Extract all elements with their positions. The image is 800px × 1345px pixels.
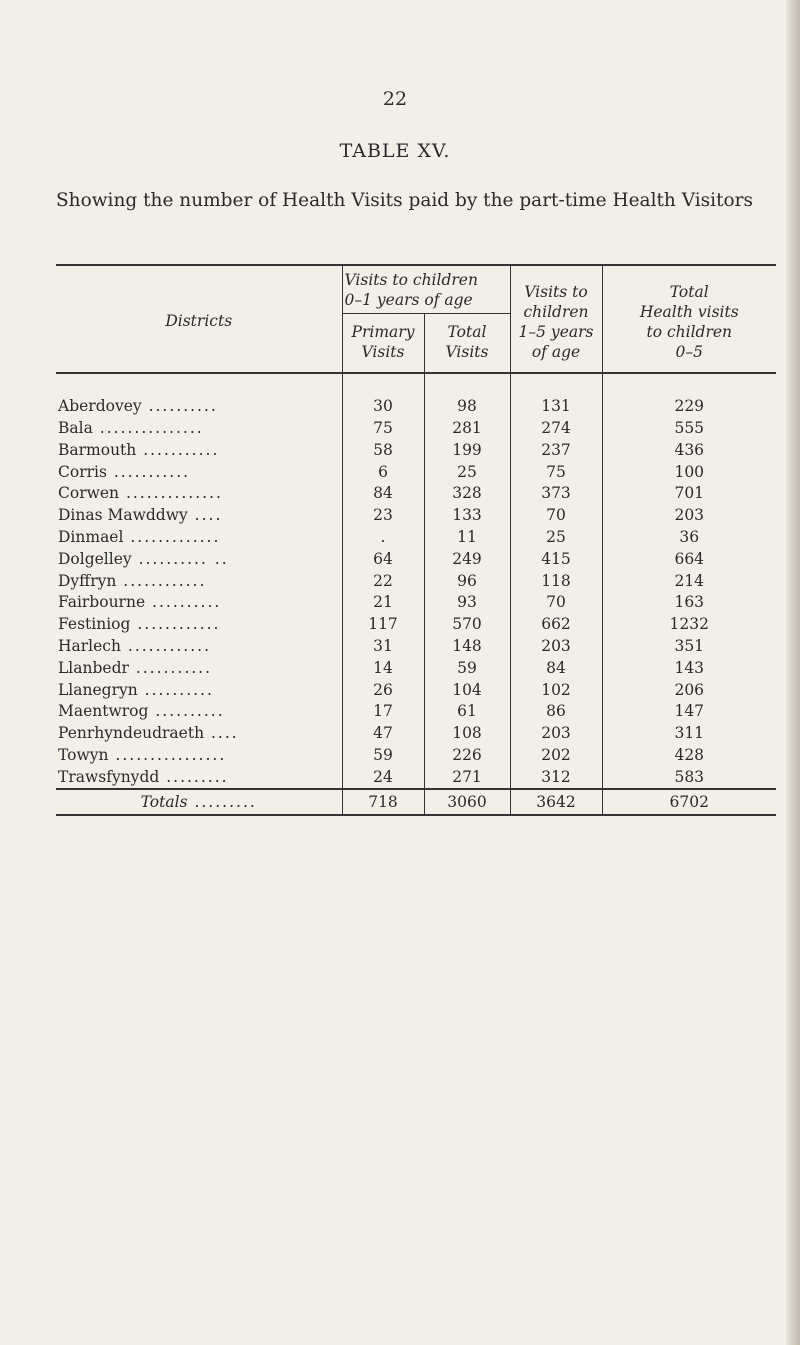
- header-v15-line1: Visits to: [524, 282, 588, 301]
- table-row: [56, 636, 776, 658]
- header-total-visits: [424, 314, 510, 374]
- district-name: [56, 679, 342, 701]
- table-row: [56, 570, 776, 592]
- table-row: [56, 614, 776, 636]
- district-label: Corris: [58, 462, 107, 481]
- district-label: Corwen: [58, 484, 120, 503]
- visits-1-5: 70: [510, 505, 602, 527]
- leader-dots: ..........: [137, 680, 214, 699]
- header-v15-line2: children: [523, 302, 589, 321]
- totals-total: 3060: [424, 789, 510, 815]
- primary-visits: 26: [342, 679, 424, 701]
- total-0-5: 147: [602, 701, 776, 723]
- totals-visits-1-5: 3642: [510, 789, 602, 815]
- total-0-5: 583: [602, 766, 776, 789]
- primary-visits: 64: [342, 548, 424, 570]
- header-group-0-1: [342, 265, 510, 314]
- district-name: [56, 745, 342, 767]
- total-0-5: 214: [602, 570, 776, 592]
- district-label: Dolgelley: [58, 549, 132, 568]
- district-name: [56, 614, 342, 636]
- total-0-5: 351: [602, 636, 776, 658]
- table-row: [56, 461, 776, 483]
- table-row: [56, 396, 776, 418]
- district-name: [56, 505, 342, 527]
- visits-1-5: 118: [510, 570, 602, 592]
- table-row: [56, 766, 776, 789]
- district-name: [56, 701, 342, 723]
- total-visits: 249: [424, 548, 510, 570]
- district-label: Llanbedr: [58, 658, 129, 677]
- visits-1-5: 237: [510, 439, 602, 461]
- primary-visits: 47: [342, 723, 424, 745]
- total-visits: 93: [424, 592, 510, 614]
- table-row: [56, 527, 776, 549]
- district-label: Barmouth: [58, 440, 137, 459]
- leader-dots: ............: [120, 636, 212, 655]
- primary-visits: 59: [342, 745, 424, 767]
- district-label: Dinas Mawddwy: [58, 506, 188, 525]
- leader-dots: ....: [187, 506, 223, 525]
- district-name: [56, 418, 342, 440]
- visits-1-5: 202: [510, 745, 602, 767]
- leader-dots: ..............: [119, 484, 223, 503]
- district-label: Dyffryn: [58, 571, 117, 590]
- leader-dots: ...........: [106, 462, 191, 481]
- primary-visits: 117: [342, 614, 424, 636]
- totals-total-0-5: 6702: [602, 789, 776, 815]
- header-districts-label: Districts: [165, 311, 233, 330]
- header-total-line2: Visits: [445, 343, 489, 361]
- leader-dots: ............: [130, 615, 221, 634]
- header-v15-line4: of age: [531, 342, 581, 361]
- total-visits: 59: [424, 657, 510, 679]
- header-tot-line3: to children: [646, 322, 733, 341]
- district-name: [56, 636, 342, 658]
- header-tot-line4: 0–5: [675, 342, 703, 361]
- total-visits: 61: [424, 701, 510, 723]
- total-visits: 328: [424, 483, 510, 505]
- total-visits: 226: [424, 745, 510, 767]
- visits-1-5: 203: [510, 636, 602, 658]
- visits-1-5: 662: [510, 614, 602, 636]
- header-total-0-5: [602, 265, 776, 373]
- primary-visits: 22: [342, 570, 424, 592]
- total-0-5: 100: [602, 461, 776, 483]
- totals-primary: 718: [342, 789, 424, 815]
- header-v15-line3: 1–5 years: [518, 322, 594, 341]
- total-0-5: 664: [602, 548, 776, 570]
- district-label: Trawsfynydd: [58, 767, 160, 786]
- leader-dots: ............: [116, 571, 207, 590]
- total-visits: 281: [424, 418, 510, 440]
- total-0-5: 555: [602, 418, 776, 440]
- visits-1-5: 86: [510, 701, 602, 723]
- total-visits: 148: [424, 636, 510, 658]
- table-row: [56, 723, 776, 745]
- district-name: [56, 592, 342, 614]
- district-name: [56, 570, 342, 592]
- header-primary-line1: Primary: [351, 323, 415, 341]
- total-0-5: 436: [602, 439, 776, 461]
- table-row: [56, 548, 776, 570]
- district-name: [56, 657, 342, 679]
- primary-visits: 21: [342, 592, 424, 614]
- table-row: [56, 657, 776, 679]
- totals-label: Totals .........: [56, 789, 342, 815]
- header-tot-line1: Total: [669, 282, 709, 301]
- primary-visits: 30: [342, 396, 424, 418]
- table-row: [56, 505, 776, 527]
- primary-visits: .: [342, 527, 424, 549]
- header-visits-1-5: [510, 265, 602, 373]
- header-total-line1: Total: [447, 323, 487, 341]
- district-label: Llanegryn: [58, 680, 138, 699]
- visits-1-5: 25: [510, 527, 602, 549]
- district-name: [56, 548, 342, 570]
- totals-row: [56, 789, 776, 815]
- district-name: [56, 723, 342, 745]
- leader-dots: ....: [204, 724, 239, 743]
- total-visits: 271: [424, 766, 510, 789]
- district-label: Maentwrog: [58, 702, 149, 721]
- visits-1-5: 75: [510, 461, 602, 483]
- district-label: Aberdovey: [58, 397, 142, 416]
- district-label: Towyn: [58, 745, 109, 764]
- total-visits: 98: [424, 396, 510, 418]
- total-0-5: 206: [602, 679, 776, 701]
- leader-dots: .......... ..: [131, 549, 229, 568]
- district-label: Fairbourne: [58, 593, 146, 612]
- header-tot-line2: Health visits: [639, 302, 739, 321]
- header-primary-visits: [342, 314, 424, 374]
- district-name: [56, 527, 342, 549]
- leader-dots: .............: [123, 527, 221, 546]
- total-0-5: 1232: [602, 614, 776, 636]
- total-0-5: 701: [602, 483, 776, 505]
- district-label: Harlech: [58, 636, 121, 655]
- primary-visits: 31: [342, 636, 424, 658]
- primary-visits: 58: [342, 439, 424, 461]
- leader-dots: ..........: [145, 593, 222, 612]
- district-label: Festiniog: [58, 615, 131, 634]
- leader-dots: ...............: [92, 418, 204, 437]
- table-row: [56, 439, 776, 461]
- header-districts: [56, 265, 342, 373]
- visits-1-5: 203: [510, 723, 602, 745]
- visits-1-5: 131: [510, 396, 602, 418]
- primary-visits: 24: [342, 766, 424, 789]
- total-0-5: 311: [602, 723, 776, 745]
- leader-dots: ................: [108, 745, 227, 764]
- district-name: [56, 461, 342, 483]
- district-label: Bala: [58, 418, 93, 437]
- primary-visits: 17: [342, 701, 424, 723]
- district-name: [56, 766, 342, 789]
- visits-1-5: 70: [510, 592, 602, 614]
- visits-1-5: 373: [510, 483, 602, 505]
- total-0-5: 143: [602, 657, 776, 679]
- district-name: [56, 483, 342, 505]
- visits-1-5: 84: [510, 657, 602, 679]
- page-number: 22: [382, 88, 408, 110]
- total-0-5: 163: [602, 592, 776, 614]
- header-primary-line2: Visits: [361, 343, 405, 361]
- health-visits-table: [56, 264, 776, 816]
- table-row: [56, 483, 776, 505]
- table-row: [56, 745, 776, 767]
- primary-visits: 23: [342, 505, 424, 527]
- header-group-line1: Visits to children: [344, 271, 478, 289]
- visits-1-5: 274: [510, 418, 602, 440]
- leader-dots: ..........: [148, 702, 225, 721]
- visits-1-5: 312: [510, 766, 602, 789]
- leader-dots: ...........: [128, 658, 213, 677]
- total-visits: 96: [424, 570, 510, 592]
- total-0-5: 428: [602, 745, 776, 767]
- total-0-5: 203: [602, 505, 776, 527]
- leader-dots: ...........: [136, 440, 220, 459]
- table-row: [56, 418, 776, 440]
- total-visits: 133: [424, 505, 510, 527]
- total-visits: 199: [424, 439, 510, 461]
- page-edge-shadow: [786, 0, 800, 1345]
- header-group-line2: 0–1 years of age: [344, 291, 473, 309]
- district-label: Dinmael: [58, 527, 124, 546]
- leader-dots: .........: [159, 767, 229, 786]
- visits-1-5: 102: [510, 679, 602, 701]
- district-label: Penrhyndeudraeth: [58, 724, 205, 743]
- primary-visits: 6: [342, 461, 424, 483]
- district-name: [56, 396, 342, 418]
- total-visits: 11: [424, 527, 510, 549]
- total-visits: 108: [424, 723, 510, 745]
- district-name: [56, 439, 342, 461]
- total-visits: 104: [424, 679, 510, 701]
- total-0-5: 229: [602, 396, 776, 418]
- table-row: [56, 679, 776, 701]
- visits-1-5: 415: [510, 548, 602, 570]
- primary-visits: 14: [342, 657, 424, 679]
- table-row: [56, 701, 776, 723]
- primary-visits: 84: [342, 483, 424, 505]
- total-visits: 25: [424, 461, 510, 483]
- table-caption: Showing the number of Health Visits paid by the part-time Health Visitors: [56, 190, 753, 211]
- table-title: TABLE XV.: [339, 140, 451, 162]
- total-visits: 570: [424, 614, 510, 636]
- primary-visits: 75: [342, 418, 424, 440]
- table-row: [56, 592, 776, 614]
- total-0-5: 36: [602, 527, 776, 549]
- leader-dots: ..........: [141, 397, 218, 416]
